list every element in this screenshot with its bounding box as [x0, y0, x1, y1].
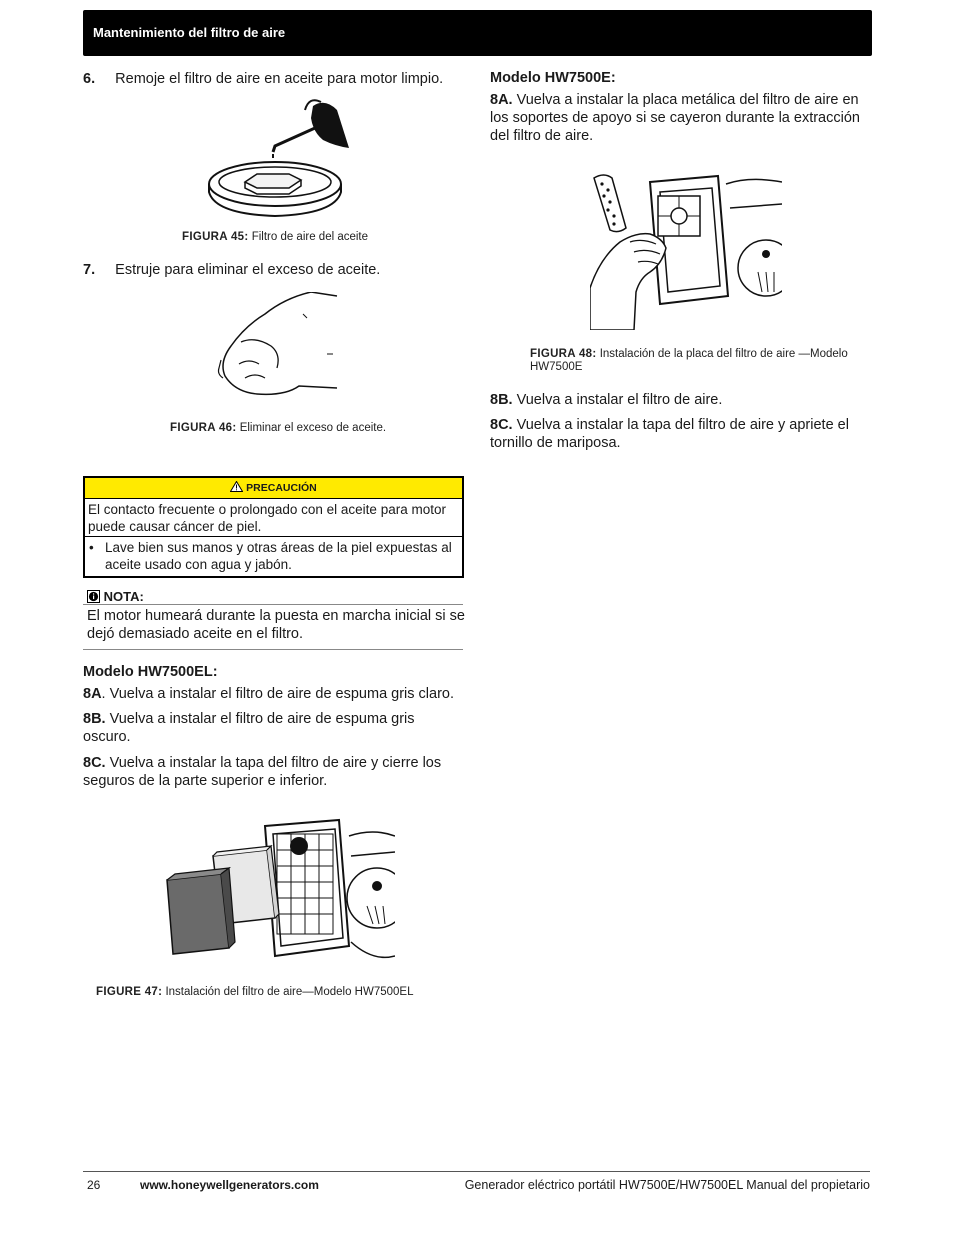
figure-47-caption: [96, 986, 414, 998]
figure-label: FIGURE 47:: [96, 986, 163, 998]
figure-45-illustration: [205, 96, 355, 221]
step-text: Remoje el filtro de aire en aceite para motor limpio.: [115, 71, 444, 87]
warning-triangle-icon: [230, 481, 243, 492]
note-heading: [87, 589, 144, 604]
step-number: 6.: [83, 71, 96, 87]
figure-caption-text: Instalación de la placa del filtro de aire —Modelo HW7500E: [530, 348, 848, 373]
info-icon: [87, 590, 100, 603]
step-text: Vuelva a instalar la tapa del filtro de aire y apriete el tornillo de mariposa.: [490, 417, 849, 451]
step-6: [83, 70, 463, 88]
step-8b-el: [83, 710, 463, 746]
figure-48-caption: [530, 348, 860, 374]
step-7: [83, 261, 463, 279]
step-number: 8A.: [490, 92, 513, 108]
figure-caption-text: Eliminar el exceso de aceite.: [239, 422, 387, 434]
figure-46-caption: [170, 422, 386, 434]
step-number: 8A: [83, 686, 102, 702]
footer-divider: [83, 1171, 870, 1172]
section-title: Mantenimiento del filtro de aire: [93, 25, 286, 40]
step-text: Vuelva a instalar el filtro de aire.: [512, 392, 723, 408]
figure-47-illustration: [163, 806, 395, 968]
footer-website-link[interactable]: www.honeywellgenerators.com: [140, 1178, 319, 1192]
step-8b-e: [490, 391, 872, 409]
note-divider-bottom: [83, 649, 463, 650]
caution-title: PRECAUCIÓN: [246, 482, 317, 494]
step-text: Vuelva a instalar la tapa del filtro de aire y cierre los seguros de la parte superior e inferior.: [83, 755, 442, 789]
figure-label: FIGURA 46:: [170, 422, 237, 434]
note-text: El motor humeará durante la puesta en marcha inicial si se dejó demasiado aceite en el filtro.: [87, 608, 465, 642]
model-el-heading: Modelo HW7500EL:: [83, 664, 218, 680]
step-number: 8B.: [490, 392, 513, 408]
note-divider-top: [83, 604, 463, 605]
figure-48-illustration: [590, 168, 782, 330]
section-header-bar: [83, 10, 872, 56]
caution-bullet-text: Lave bien sus manos y otras áreas de la piel expuestas al aceite usado con agua y jabón.: [105, 540, 452, 572]
step-number: 8C.: [83, 755, 106, 771]
step-number: 8C.: [490, 417, 513, 433]
figure-46-illustration: [215, 292, 340, 402]
step-number: 8B.: [83, 711, 106, 727]
step-8c-el: [83, 754, 463, 790]
step-number: 7.: [83, 262, 96, 278]
caution-box: [83, 476, 464, 578]
caution-header: [85, 478, 462, 499]
footer-manual-title: Generador eléctrico portátil HW7500E/HW7500EL Manual del propietario: [464, 1178, 870, 1192]
caution-text: El contacto frecuente o prolongado con el aceite para motor puede causar cáncer de piel.: [85, 499, 462, 537]
figure-caption-text: Filtro de aire del aceite: [251, 231, 369, 243]
caution-bullet-item: [85, 537, 462, 573]
figure-45-caption: [182, 231, 368, 243]
figure-label: FIGURA 48:: [530, 348, 597, 360]
note-title: NOTA:: [103, 589, 144, 604]
step-text: Estruje para eliminar el exceso de aceite.: [115, 262, 381, 278]
figure-caption-text: Instalación del filtro de aire—Modelo HW7500EL: [165, 986, 414, 998]
page-number: 26: [87, 1178, 101, 1192]
step-text: . Vuelva a instalar el filtro de aire de espuma gris claro.: [101, 686, 455, 702]
step-8a-e: [490, 91, 872, 145]
step-text: Vuelva a instalar el filtro de aire de espuma gris oscuro.: [83, 711, 415, 745]
bullet-icon: •: [89, 540, 94, 555]
figure-label: FIGURA 45:: [182, 231, 249, 243]
step-8c-e: [490, 416, 872, 452]
step-text: Vuelva a instalar la placa metálica del filtro de aire en los soportes de apoyo si se cayeron durante la extracción del filtro de aire.: [490, 92, 860, 144]
model-e-heading: Modelo HW7500E:: [490, 70, 616, 86]
step-8a-el: [83, 685, 468, 703]
